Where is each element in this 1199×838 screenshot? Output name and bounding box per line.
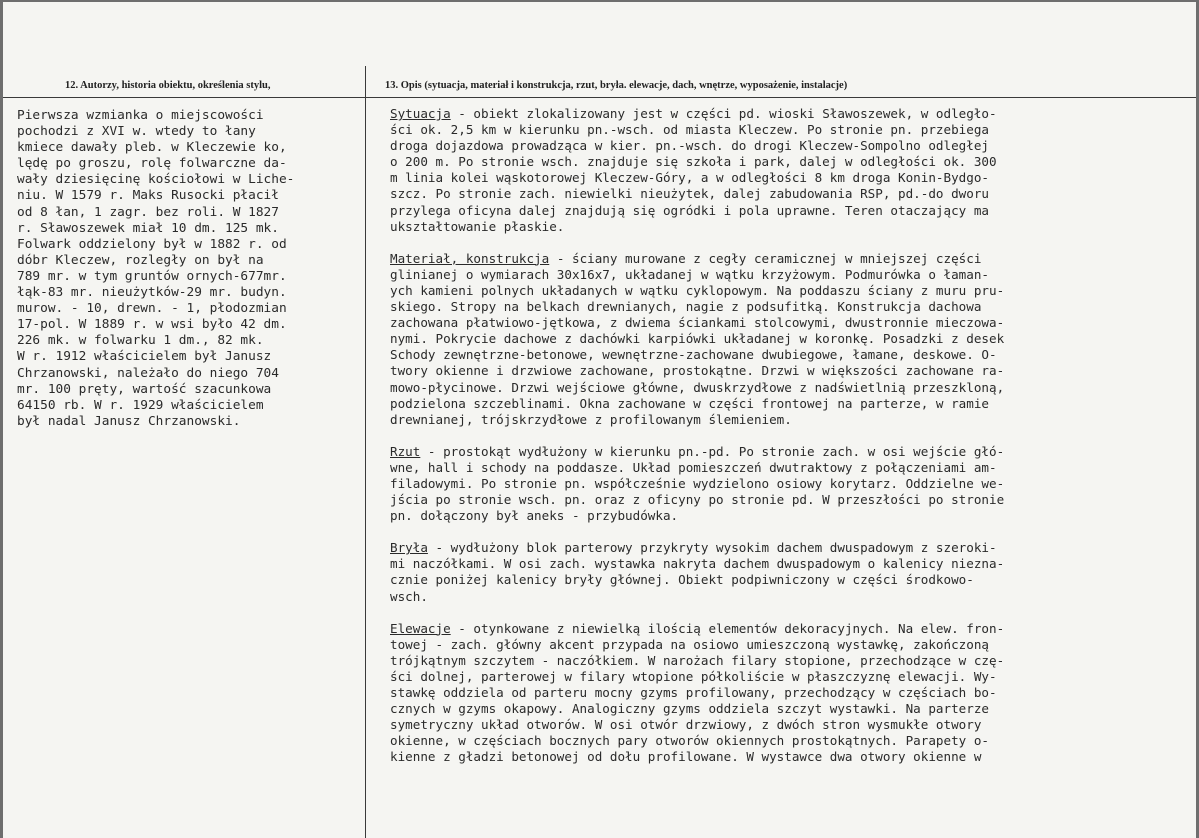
history-line: murow. - 10, drewn. - 1, płodozmian	[17, 301, 287, 317]
description-line	[390, 540, 1004, 556]
history-line: pochodzi z XVI w. wtedy to łany	[17, 124, 256, 140]
description-line: ych kamieni polnych układanych w wątku cyklopowym. Na poddaszu ściany z muru pru-	[390, 282, 1005, 298]
history-line: Chrzanowski, należało do niego 704	[17, 365, 279, 381]
paragraph-gap	[390, 428, 1004, 444]
description-line: towej - zach. główny akcent przypada na osiowo umieszczoną wystawkę, zakończoną	[390, 636, 989, 652]
description-text	[390, 106, 1004, 765]
description-line: zachowana płatwiowo-jętkowa, z dwiema ściankami stolcowymi, dwustronnie mieczowa-	[390, 315, 1005, 331]
history-line: W r. 1912 właścicielem był Janusz	[17, 349, 272, 365]
description-line: droga dojazdowa prowadząca w kier. pn.-wsch. do drogi Kleczew-Sompolno odległej	[390, 138, 989, 154]
history-line: 789 mr. w tym gruntów ornych-677mr.	[17, 268, 287, 284]
description-line: okienne, w częściach bocznych pary otworów okiennych prostokątnych. Parapety o-	[390, 733, 989, 749]
paragraph-text: - wydłużony blok parterowy przykryty wysokim dachem dwuspadowym z szeroki-	[427, 540, 997, 556]
description-line	[390, 251, 1004, 267]
history-line: mr. 100 pręty, wartość szacunkowa	[17, 381, 272, 397]
history-line: 17-pol. W 1889 r. w wsi było 42 dm.	[17, 317, 287, 333]
description-line: nymi. Pokrycie dachowe z dachówki karpiówki układanej w koronkę. Posadzki z desek	[390, 331, 1005, 347]
description-line: twory okienne i drzwiowe zachowane, prostokątne. Drzwi w większości zachowane ra-	[390, 363, 1005, 379]
paragraph-text: - prostokąt wydłużony w kierunku pn.-pd. Po stronie zach. w osi wejście głó-	[420, 443, 1005, 459]
description-line: mi naczółkami. W osi zach. wystawka nakryta dachem dwuspadowym o kalenicy niezna-	[390, 556, 1005, 572]
description-line: skiego. Stropy na belkach drewnianych, nagie z podsufitką. Konstrukcja dachowa	[390, 299, 982, 315]
description-line: ści dolnej, parterowej w filary wtopione półkoliście w płaszczyznę elewacji. Wy-	[390, 668, 997, 684]
description-line: ukształtowanie płaskie.	[390, 218, 565, 234]
history-line: dóbr Kleczew, rozległy on był na	[17, 252, 264, 268]
description-line: o 200 m. Po stronie wsch. znajduje się szkoła i park, dalej w odległości ok. 300	[390, 154, 997, 170]
description-line: ści ok. 2,5 km w kierunku pn.-wsch. od miasta Kleczew. Po stronie pn. przebiega	[390, 122, 989, 138]
history-line: był nadal Janusz Chrzanowski.	[17, 413, 241, 429]
history-line: Pierwsza wzmianka o miejscowości	[17, 108, 264, 123]
paragraph-gap	[390, 524, 1004, 540]
section-12-header: 12. Autorzy, historia obiektu, określenia stylu,	[65, 80, 271, 91]
description-line: drewnianej, trójskrzydłowe z profilowanym ślemieniem.	[390, 411, 792, 427]
history-text	[17, 108, 294, 430]
description-line: glinianej o wymiarach 30x16x7, układanej w wątku krzyżowym. Podmurówka o łaman-	[390, 266, 989, 282]
header-divider	[3, 97, 1196, 98]
paragraph-text: - obiekt zlokalizowany jest w części pd. wioski Sławoszewek, w odległo-	[450, 106, 997, 121]
description-line: przylega oficyna dalej znajdują się ogródki i pola uprawne. Teren otaczający ma	[390, 202, 989, 218]
paragraph-text: - ściany murowane z cegły ceramicznej w mniejszej części	[549, 250, 982, 266]
description-line	[390, 621, 1004, 637]
paragraph-label: Elewacje	[390, 620, 451, 636]
paragraph-text: - otynkowane z niewielką ilością elementów dekoracyjnych. Na elew. fron-	[450, 620, 1005, 636]
paragraph-label: Materiał, konstrukcja	[390, 250, 550, 266]
description-line: cznie poniżej kalenicy bryły głównej. Obiekt podpiwniczony w części środkowo-	[390, 572, 974, 588]
description-line: symetryczny układ otworów. W osi otwór drzwiowy, z dwóch stron wysmukłe otwory	[390, 717, 982, 733]
description-line: wsch.	[390, 588, 428, 604]
description-line: pn. dołączony był aneks - przybudówka.	[390, 508, 679, 524]
paragraph-gap	[390, 235, 1004, 251]
description-line: trójkątnym szczytem - naczółkiem. W narożach filary stopione, przechodzące w czę-	[390, 652, 1005, 668]
description-line: Schody zewnętrzne-betonowe, wewnętrzne-zachowane dwubiegowe, łamane, deskowe. O-	[390, 347, 997, 363]
history-line: wały dziesięcinę kościołowi w Liche-	[17, 172, 295, 188]
paragraph-gap	[390, 605, 1004, 621]
description-line	[390, 444, 1004, 460]
history-line: od 8 łan, 1 zagr. bez roli. W 1827	[17, 204, 279, 220]
description-line: szcz. Po stronie zach. niewielki nieużytek, dalej zabudowania RSP, pd.-do dworu	[390, 186, 989, 202]
history-line: kmiece dawały pleb. w Kleczewie ko,	[17, 140, 287, 156]
column-divider	[365, 66, 366, 838]
section-13-header: 13. Opis (sytuacja, materiał i konstrukcja, rzut, bryła. elewacje, dach, wnętrze, wyposażenie, instalacje)	[385, 80, 848, 91]
paragraph-label: Sytuacja	[390, 106, 451, 121]
history-line: niu. W 1579 r. Maks Rusocki płacił	[17, 188, 279, 204]
description-line	[390, 106, 1004, 122]
description-line: podzielona szczeblinami. Okna zachowane w części frontowej na parterze, w ramie	[390, 395, 989, 411]
history-line: lędę po groszu, rolę folwarczne da-	[17, 156, 287, 172]
history-line: 226 mk. w folwarku 1 dm., 82 mk.	[17, 333, 264, 349]
paragraph-label: Rzut	[390, 443, 421, 459]
description-line: filadowymi. Po stronie pn. współcześnie wydzielono osiowy korytarz. Oddzielne we-	[390, 475, 1005, 491]
description-line: mowo-płycinowe. Drzwi wejściowe główne, dwuskrzydłowe z nadświetlnią przeszkloną,	[390, 379, 1005, 395]
description-line: cznych w gzyms okapowy. Analogiczny gzyms oddziela szczyt wystawki. Na parterze	[390, 701, 989, 717]
description-line: wne, hall i schody na poddasze. Układ pomieszczeń dwutraktowy z połączeniami am-	[390, 459, 997, 475]
description-line: m linia kolei wąskotorowej Kleczew-Góry, a w odległości 8 km droga Konin-Bydgo-	[390, 170, 989, 186]
history-line: Folwark oddzielony był w 1882 r. od	[17, 236, 287, 252]
paragraph-label: Bryła	[390, 540, 428, 556]
description-line: jścia po stronie wsch. pn. oraz z oficyny po stronie pd. W przeszłości po stronie	[390, 492, 1005, 508]
description-line: kienne z gładzi betonowej od dołu profilowane. W wystawce dwa otwory okienne w	[390, 749, 982, 765]
history-line: łąk-83 mr. nieużytków-29 mr. budyn.	[17, 285, 287, 301]
description-line: stawkę oddziela od parteru mocny gzyms profilowany, przechodzący w częściach bo-	[390, 685, 997, 700]
document-sheet	[3, 2, 1196, 838]
history-line: r. Sławoszewek miał 10 dm. 125 mk.	[17, 220, 279, 236]
history-line: 64150 rb. W r. 1929 właścicielem	[17, 397, 264, 413]
